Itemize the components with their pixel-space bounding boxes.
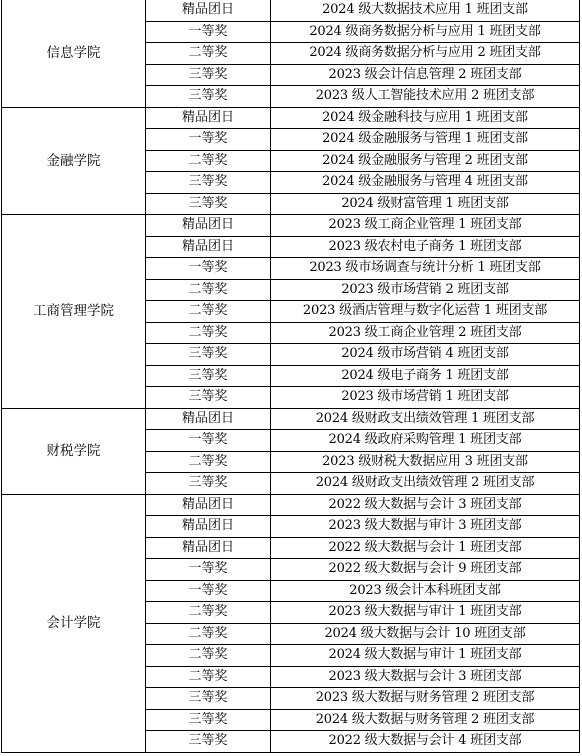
branch-name-cell: 2024 级政府采购管理 1 班团支部 — [271, 430, 580, 452]
award-level-cell: 一等奖 — [146, 559, 271, 581]
branch-name-cell: 2023 级市场营销 1 班团支部 — [271, 387, 580, 409]
award-level-cell: 二等奖 — [146, 451, 271, 473]
award-level-cell: 一等奖 — [146, 580, 271, 602]
branch-name-cell: 2024 级金融服务与管理 1 班团支部 — [271, 129, 580, 151]
table-row — [2, 408, 580, 430]
award-level-cell: 精品团日 — [146, 215, 271, 237]
branch-name-cell: 2024 级大数据与会计 10 班团支部 — [271, 623, 580, 645]
branch-name-cell: 2023 级会计本科班团支部 — [271, 580, 580, 602]
table-row — [2, 0, 580, 21]
award-level-cell: 三等奖 — [146, 344, 271, 366]
award-level-cell: 一等奖 — [146, 21, 271, 43]
award-level-cell: 精品团日 — [146, 236, 271, 258]
award-level-cell: 三等奖 — [146, 387, 271, 409]
branch-name-cell: 2022 级大数据与会计 3 班团支部 — [271, 494, 580, 516]
college-name-cell: 信息学院 — [2, 0, 146, 107]
branch-name-cell: 2023 级人工智能技术应用 2 班团支部 — [271, 86, 580, 108]
awards-table-body — [2, 0, 580, 752]
award-level-cell: 三等奖 — [146, 688, 271, 710]
award-level-cell: 一等奖 — [146, 430, 271, 452]
branch-name-cell: 2023 级大数据与审计 3 班团支部 — [271, 516, 580, 538]
award-level-cell: 一等奖 — [146, 258, 271, 280]
college-name-cell: 财税学院 — [2, 408, 146, 494]
award-level-cell: 三等奖 — [146, 172, 271, 194]
table-row — [2, 494, 580, 516]
award-level-cell: 精品团日 — [146, 537, 271, 559]
award-level-cell: 三等奖 — [146, 86, 271, 108]
branch-name-cell: 2024 级电子商务 1 班团支部 — [271, 365, 580, 387]
award-level-cell: 二等奖 — [146, 623, 271, 645]
branch-name-cell: 2022 级大数据与会计 9 班团支部 — [271, 559, 580, 581]
branch-name-cell: 2023 级大数据与会计 3 班团支部 — [271, 666, 580, 688]
branch-name-cell: 2022 级大数据与会计 1 班团支部 — [271, 537, 580, 559]
branch-name-cell: 2024 级财政支出绩效管理 1 班团支部 — [271, 408, 580, 430]
branch-name-cell: 2023 级市场营销 2 班团支部 — [271, 279, 580, 301]
branch-name-cell: 2023 级大数据与财务管理 2 班团支部 — [271, 688, 580, 710]
branch-name-cell: 2024 级金融服务与管理 4 班团支部 — [271, 172, 580, 194]
award-level-cell: 二等奖 — [146, 301, 271, 323]
branch-name-cell: 2024 级财政支出绩效管理 2 班团支部 — [271, 473, 580, 495]
award-level-cell: 三等奖 — [146, 473, 271, 495]
college-name-cell: 会计学院 — [2, 494, 146, 752]
branch-name-cell: 2024 级大数据与财务管理 2 班团支部 — [271, 709, 580, 731]
branch-name-cell: 2023 级工商企业管理 2 班团支部 — [271, 322, 580, 344]
award-level-cell: 二等奖 — [146, 279, 271, 301]
branch-name-cell: 2024 级大数据与审计 1 班团支部 — [271, 645, 580, 667]
branch-name-cell: 2023 级财税大数据应用 3 班团支部 — [271, 451, 580, 473]
award-level-cell: 三等奖 — [146, 64, 271, 86]
award-level-cell: 二等奖 — [146, 322, 271, 344]
branch-name-cell: 2024 级大数据技术应用 1 班团支部 — [271, 0, 580, 21]
award-level-cell: 二等奖 — [146, 666, 271, 688]
branch-name-cell: 2023 级工商企业管理 1 班团支部 — [271, 215, 580, 237]
award-level-cell: 三等奖 — [146, 709, 271, 731]
college-name-cell: 工商管理学院 — [2, 215, 146, 409]
award-level-cell: 精品团日 — [146, 494, 271, 516]
award-level-cell: 三等奖 — [146, 731, 271, 753]
table-row — [2, 215, 580, 237]
award-level-cell: 三等奖 — [146, 193, 271, 215]
award-level-cell: 二等奖 — [146, 645, 271, 667]
branch-name-cell: 2023 级酒店管理与数字化运营 1 班团支部 — [271, 301, 580, 323]
branch-name-cell: 2024 级金融科技与应用 1 班团支部 — [271, 107, 580, 129]
awards-table — [1, 0, 580, 753]
award-level-cell: 精品团日 — [146, 408, 271, 430]
award-level-cell: 精品团日 — [146, 107, 271, 129]
award-level-cell: 二等奖 — [146, 150, 271, 172]
award-level-cell: 一等奖 — [146, 129, 271, 151]
branch-name-cell: 2024 级市场营销 4 班团支部 — [271, 344, 580, 366]
award-level-cell: 精品团日 — [146, 0, 271, 21]
award-level-cell: 精品团日 — [146, 516, 271, 538]
award-level-cell: 二等奖 — [146, 602, 271, 624]
branch-name-cell: 2023 级农村电子商务 1 班团支部 — [271, 236, 580, 258]
branch-name-cell: 2023 级市场调查与统计分析 1 班团支部 — [271, 258, 580, 280]
branch-name-cell: 2022 级大数据与会计 4 班团支部 — [271, 731, 580, 753]
branch-name-cell: 2024 级商务数据分析与应用 1 班团支部 — [271, 21, 580, 43]
college-name-cell: 金融学院 — [2, 107, 146, 215]
award-level-cell: 三等奖 — [146, 365, 271, 387]
branch-name-cell: 2024 级金融服务与管理 2 班团支部 — [271, 150, 580, 172]
award-level-cell: 二等奖 — [146, 43, 271, 65]
table-row — [2, 107, 580, 129]
branch-name-cell: 2024 级商务数据分析与应用 2 班团支部 — [271, 43, 580, 65]
branch-name-cell: 2023 级会计信息管理 2 班团支部 — [271, 64, 580, 86]
branch-name-cell: 2023 级大数据与审计 1 班团支部 — [271, 602, 580, 624]
branch-name-cell: 2024 级财富管理 1 班团支部 — [271, 193, 580, 215]
